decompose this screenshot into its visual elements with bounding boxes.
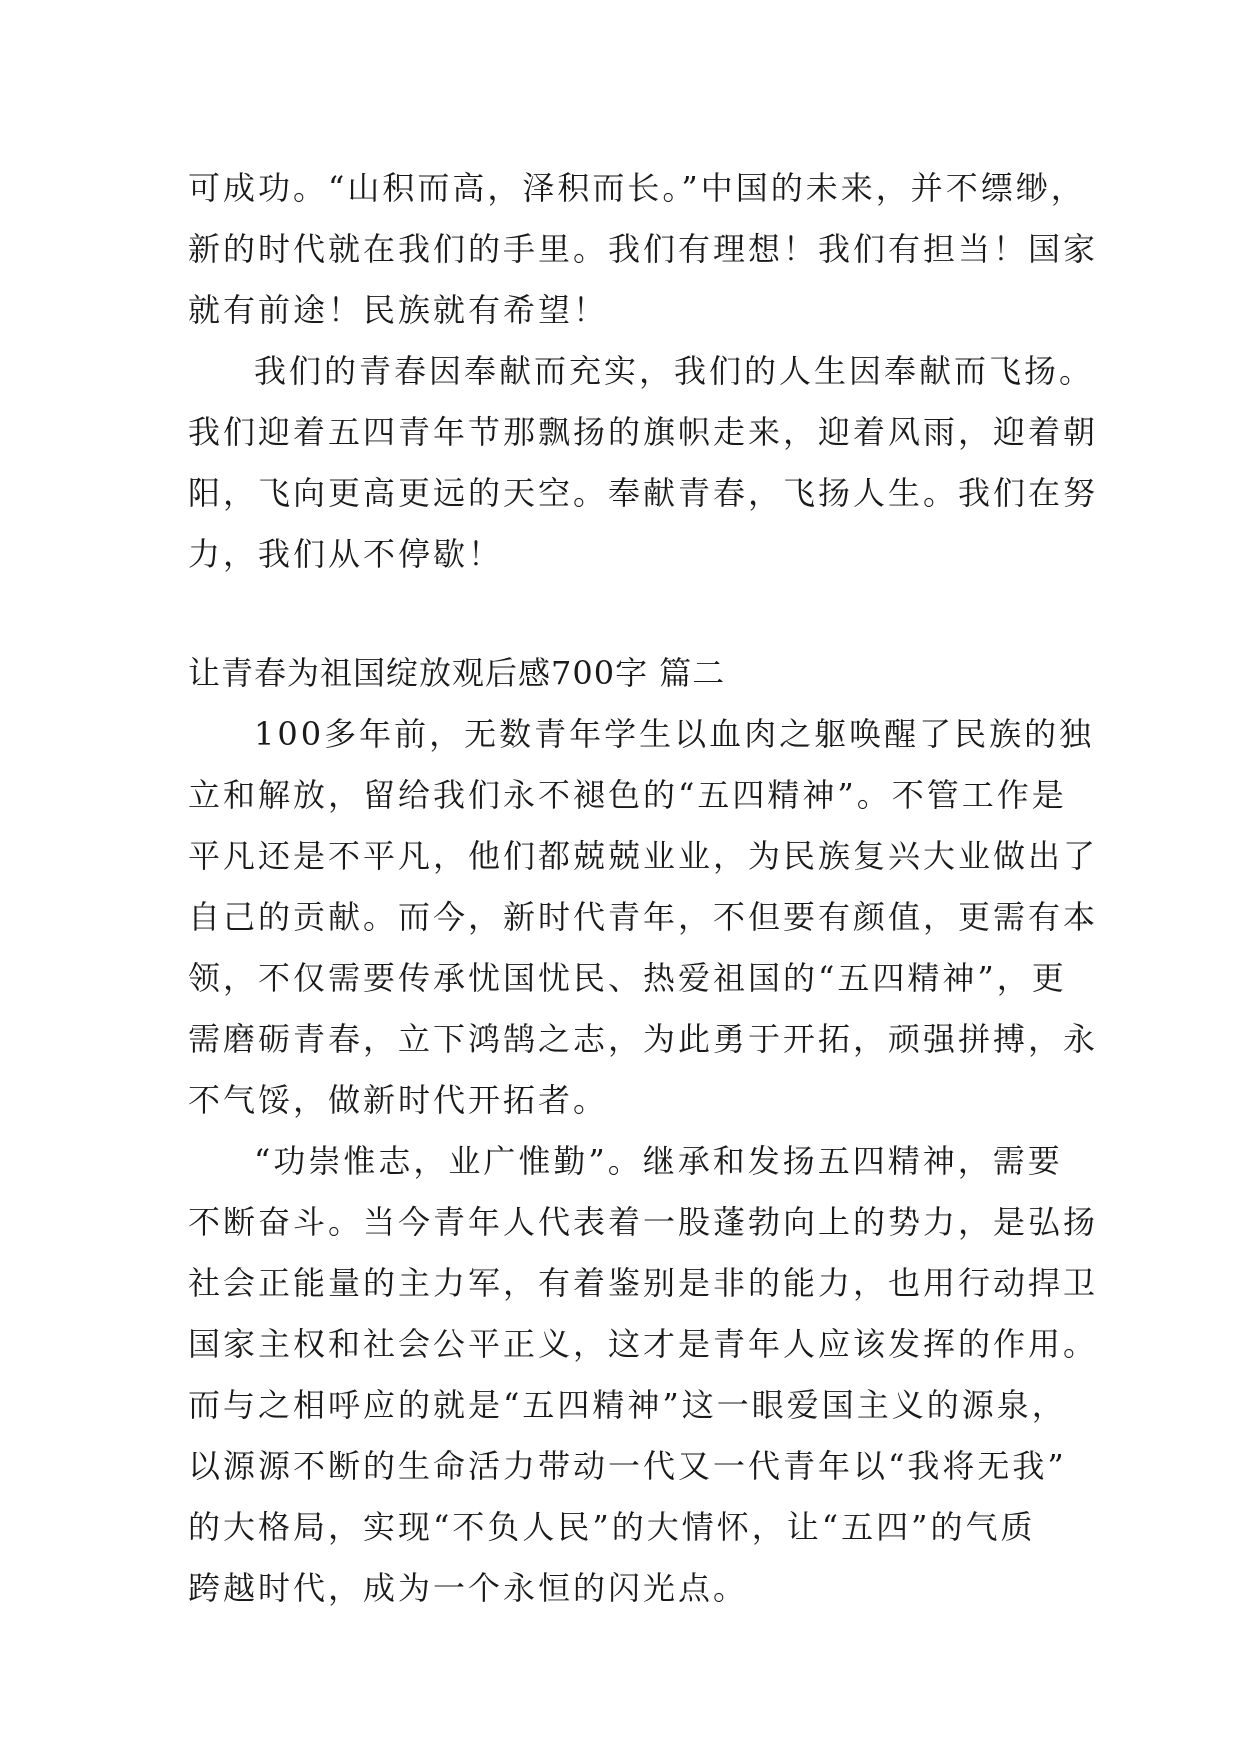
text-line: 就有前途！民族就有希望！ bbox=[188, 291, 609, 329]
text-line: 不气馁，做新时代开拓者。 bbox=[188, 1081, 609, 1119]
section-spacer bbox=[188, 585, 1068, 643]
text-line: 力，我们从不停歇！ bbox=[188, 535, 504, 573]
text-line: 以源源不断的生命活力带动一代又一代青年以“我将无我” bbox=[188, 1447, 1067, 1485]
section-heading: 让青春为祖国绽放观后感700字 篇二 bbox=[188, 654, 726, 692]
text-line: 而与之相呼应的就是“五四精神”这一眼爱国主义的源泉， bbox=[188, 1386, 1067, 1424]
text-line: 我们的青春因奉献而充实，我们的人生因奉献而飞扬。 bbox=[254, 352, 1095, 390]
text-line: 跨越时代，成为一个永恒的闪光点。 bbox=[188, 1569, 749, 1607]
text-line: 平凡还是不平凡，他们都兢兢业业，为民族复兴大业做出了 bbox=[188, 837, 1099, 875]
paragraph-section2-part1 bbox=[188, 704, 1099, 1131]
paragraph-section2-part2 bbox=[188, 1131, 1099, 1619]
text-line: 我们迎着五四青年节那飘扬的旗帜走来，迎着风雨，迎着朝 bbox=[188, 413, 1099, 451]
text-line: 可成功。“山积而高，泽积而长。”中国的未来，并不缥缈， bbox=[188, 169, 1086, 207]
paragraph-conclusion-part2 bbox=[188, 341, 1099, 585]
text-line: 需磨砺青春，立下鸿鹄之志，为此勇于开拓，顽强拼搏，永 bbox=[188, 1020, 1099, 1058]
text-line: 的大格局，实现“不负人民”的大情怀，让“五四”的气质 bbox=[188, 1508, 1036, 1546]
document-body bbox=[188, 158, 1099, 1619]
text-line: 自己的贡献。而今，新时代青年，不但要有颜值，更需有本 bbox=[188, 898, 1099, 936]
text-line: 新的时代就在我们的手里。我们有理想！我们有担当！国家 bbox=[188, 230, 1099, 268]
text-line: 社会正能量的主力军，有着鉴别是非的能力，也用行动捍卫 bbox=[188, 1264, 1099, 1302]
text-line: 100多年前，无数青年学生以血肉之躯唤醒了民族的独 bbox=[254, 715, 1095, 753]
text-line: “功崇惟志，业广惟勤”。继承和发扬五四精神，需要 bbox=[254, 1142, 1063, 1180]
text-line: 领，不仅需要传承忧国忧民、热爱祖国的“五四精神”，更 bbox=[188, 959, 1067, 997]
paragraph-conclusion-part1 bbox=[188, 158, 1099, 341]
text-line: 国家主权和社会公平正义，这才是青年人应该发挥的作用。 bbox=[188, 1325, 1099, 1363]
text-line: 不断奋斗。当今青年人代表着一股蓬勃向上的势力，是弘扬 bbox=[188, 1203, 1099, 1241]
text-line: 立和解放，留给我们永不褪色的“五四精神”。不管工作是 bbox=[188, 776, 1067, 814]
text-line: 阳，飞向更高更远的天空。奉献青春，飞扬人生。我们在努 bbox=[188, 474, 1099, 512]
